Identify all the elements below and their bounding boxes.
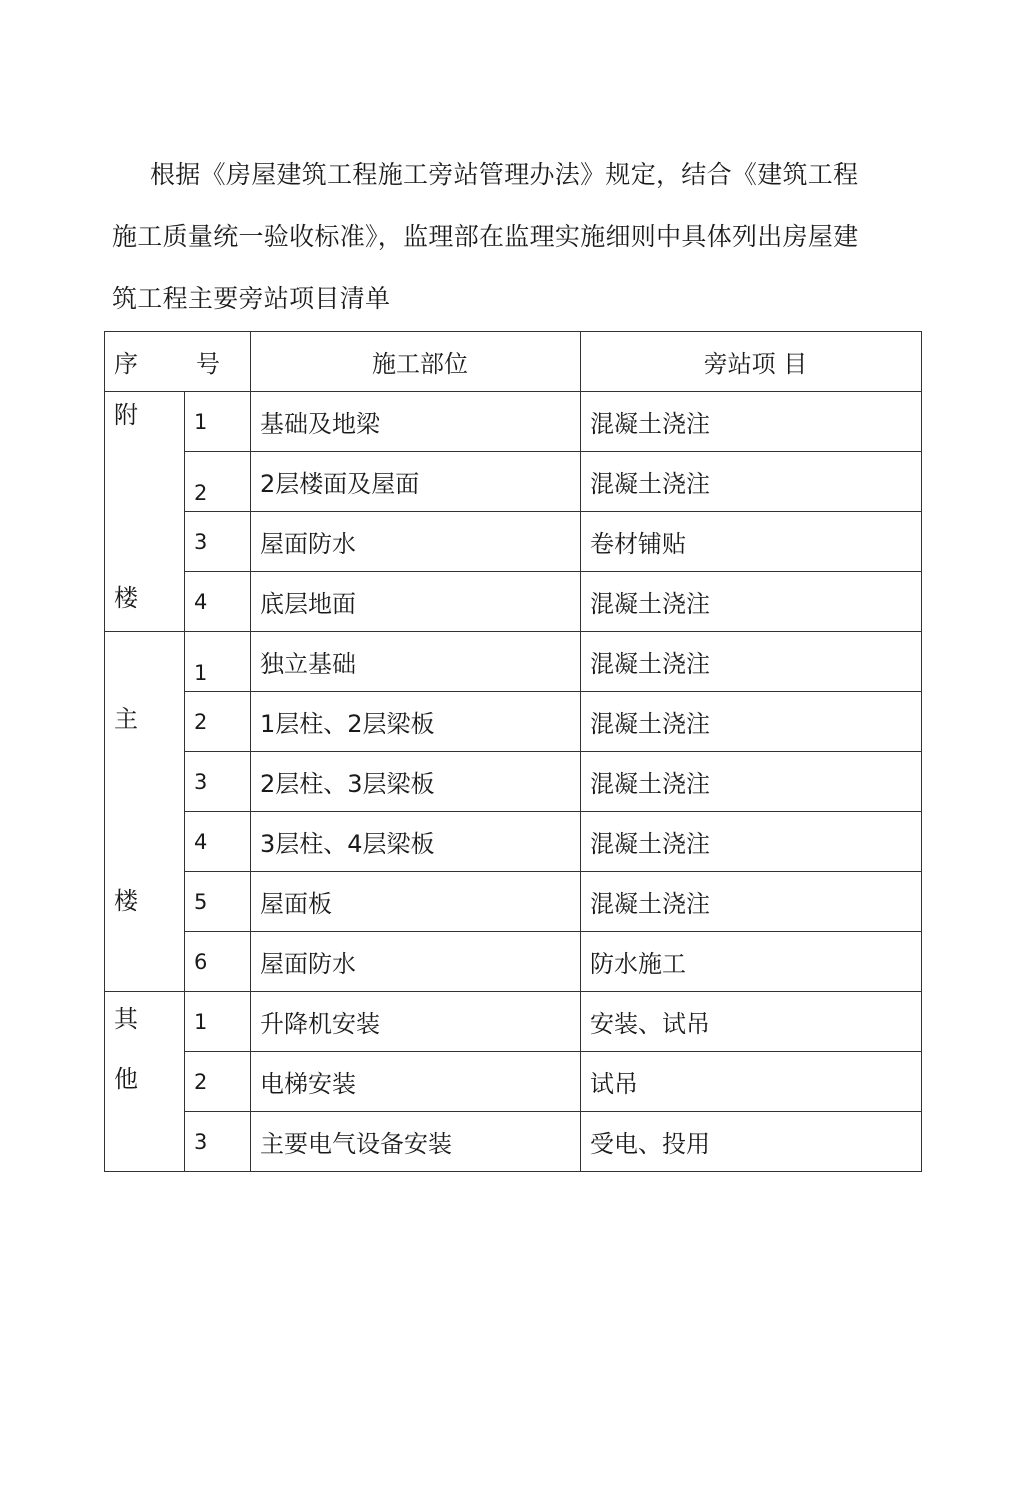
header-seq-char-2: 号 xyxy=(196,350,220,378)
group-label-annex xyxy=(105,392,185,632)
row-item: 受电、投用 xyxy=(581,1112,922,1172)
group-char: 楼 xyxy=(114,584,138,612)
row-number: 4 xyxy=(185,572,251,632)
row-item: 混凝土浇注 xyxy=(581,572,922,632)
row-part: 基础及地梁 xyxy=(251,392,581,452)
header-item: 旁站项 目 xyxy=(581,332,922,392)
row-number: 3 xyxy=(185,1112,251,1172)
intro-line-2: 施工质量统一验收标准》，监理部在监理实施细则中具体列出房屋建 xyxy=(112,222,859,251)
group-char: 他 xyxy=(114,1065,138,1093)
table-row xyxy=(105,1052,922,1112)
row-item: 混凝土浇注 xyxy=(581,392,922,452)
row-part: 主要电气设备安装 xyxy=(251,1112,581,1172)
table-row xyxy=(105,632,922,692)
row-number: 5 xyxy=(185,872,251,932)
row-item: 卷材铺贴 xyxy=(581,512,922,572)
row-number: 1 xyxy=(185,992,251,1052)
row-part: 电梯安装 xyxy=(251,1052,581,1112)
group-label-main xyxy=(105,632,185,992)
row-part: 升降机安装 xyxy=(251,992,581,1052)
header-seq-char-1: 序 xyxy=(114,350,138,378)
table-row xyxy=(105,752,922,812)
row-part: 屋面板 xyxy=(251,872,581,932)
row-part: 1层柱、2层梁板 xyxy=(251,692,581,752)
intro-line-1: 根据《房屋建筑工程施工旁站管理办法》规定，结合《建筑工程 xyxy=(150,160,859,189)
group-char: 楼 xyxy=(114,887,138,915)
group-char: 其 xyxy=(114,1005,138,1033)
row-number: 1 xyxy=(185,632,251,692)
table-row xyxy=(105,392,922,452)
group-char: 主 xyxy=(114,705,138,733)
row-item: 混凝土浇注 xyxy=(581,692,922,752)
row-item: 安装、试吊 xyxy=(581,992,922,1052)
row-part: 屋面防水 xyxy=(251,932,581,992)
row-item: 混凝土浇注 xyxy=(581,452,922,512)
table-row xyxy=(105,992,922,1052)
group-char: 附 xyxy=(114,401,138,429)
table-row xyxy=(105,932,922,992)
row-part: 底层地面 xyxy=(251,572,581,632)
row-part: 2层楼面及屋面 xyxy=(251,452,581,512)
intro-line-3: 筑工程主要旁站项目清单 xyxy=(112,284,391,313)
table-row xyxy=(105,1112,922,1172)
table-row xyxy=(105,872,922,932)
row-item: 混凝土浇注 xyxy=(581,872,922,932)
row-item: 混凝土浇注 xyxy=(581,812,922,872)
row-part: 屋面防水 xyxy=(251,512,581,572)
row-part: 3层柱、4层梁板 xyxy=(251,812,581,872)
row-number: 6 xyxy=(185,932,251,992)
row-part: 2层柱、3层梁板 xyxy=(251,752,581,812)
row-item: 防水施工 xyxy=(581,932,922,992)
header-part: 施工部位 xyxy=(251,332,581,392)
group-label-other xyxy=(105,992,185,1172)
table-row xyxy=(105,692,922,752)
header-seq-cell xyxy=(105,332,251,392)
row-number: 3 xyxy=(185,752,251,812)
table-row xyxy=(105,512,922,572)
row-number: 4 xyxy=(185,812,251,872)
row-part: 独立基础 xyxy=(251,632,581,692)
row-number: 2 xyxy=(185,692,251,752)
supervision-items-table xyxy=(104,331,922,1172)
row-number: 1 xyxy=(185,392,251,452)
table-row xyxy=(105,572,922,632)
row-number: 2 xyxy=(185,452,251,512)
row-item: 混凝土浇注 xyxy=(581,752,922,812)
row-item: 试吊 xyxy=(581,1052,922,1112)
row-item: 混凝土浇注 xyxy=(581,632,922,692)
table-row xyxy=(105,812,922,872)
table-row xyxy=(105,452,922,512)
row-number: 2 xyxy=(185,1052,251,1112)
table-header-row xyxy=(105,332,922,392)
row-number: 3 xyxy=(185,512,251,572)
